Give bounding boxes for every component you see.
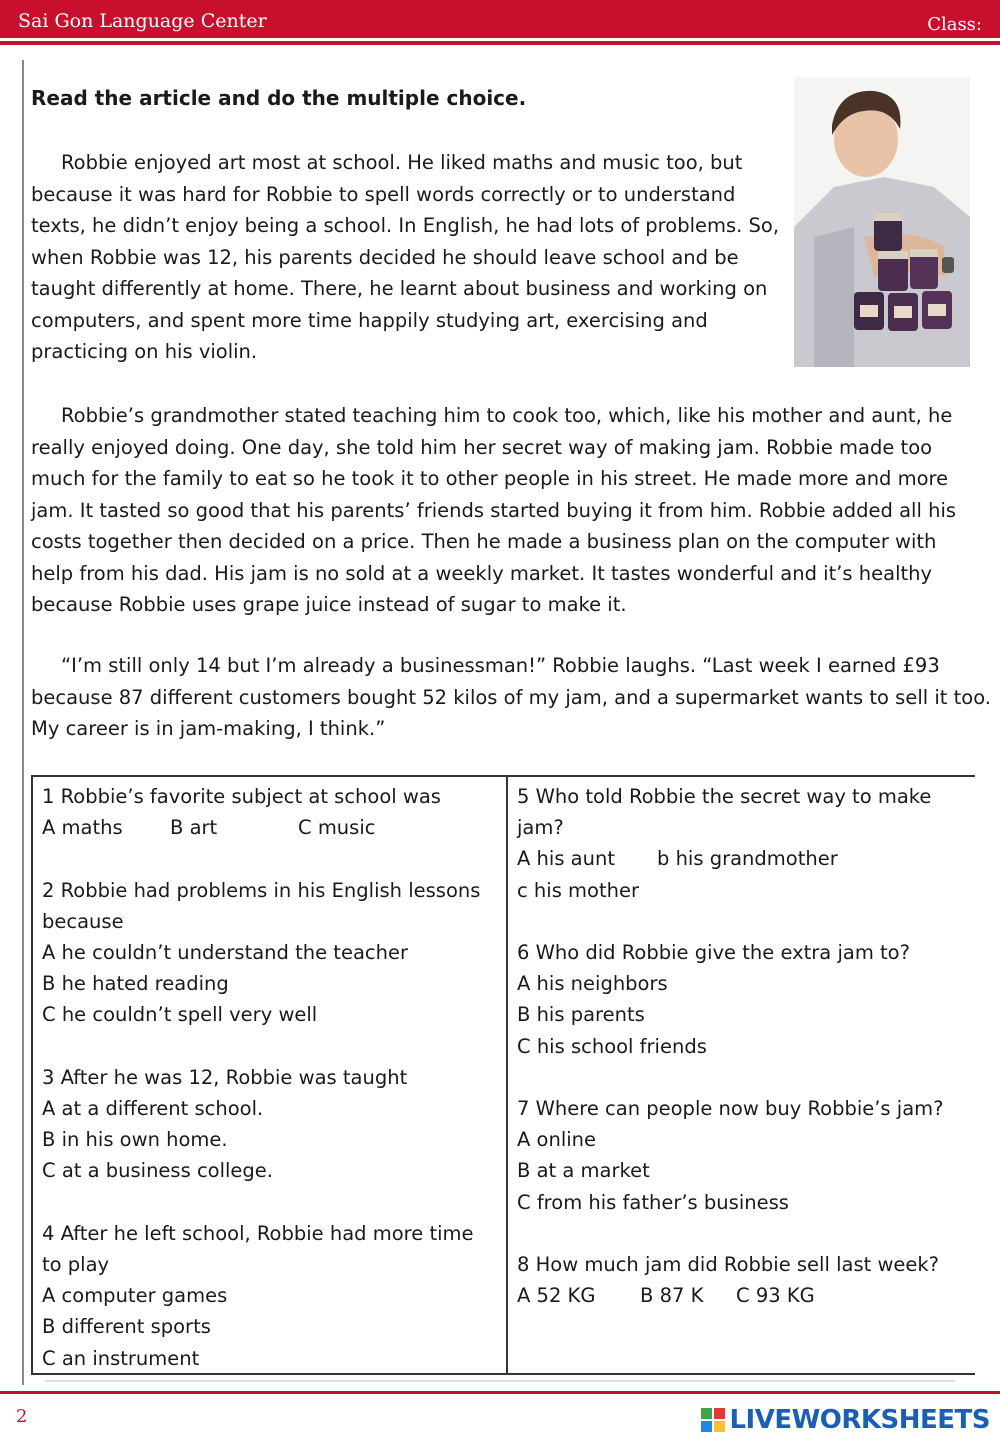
- option-a[interactable]: A he couldn’t understand the teacher: [42, 941, 408, 964]
- question-text: 2 Robbie had problems in his English lessons because: [42, 878, 481, 933]
- option-a[interactable]: A his neighbors: [517, 972, 668, 996]
- options-row: [517, 1280, 972, 1311]
- questions-table: [31, 775, 975, 1375]
- question-text: 5 Who told Robbie the secret way to make jam?: [517, 785, 932, 840]
- option-c[interactable]: C he couldn’t spell very well: [42, 1003, 318, 1027]
- footer-rule: [0, 1391, 1000, 1394]
- option-a[interactable]: A his aunt: [517, 847, 615, 871]
- photo-illustration: [794, 77, 970, 367]
- option-c[interactable]: C 93 KG: [736, 1284, 815, 1308]
- liveworksheets-logo: [701, 1405, 990, 1435]
- option-b[interactable]: B in his own home.: [42, 1128, 228, 1152]
- option-a[interactable]: A maths: [42, 816, 123, 840]
- class-label: Class:: [927, 14, 982, 35]
- footer-divider-light: [45, 1380, 955, 1382]
- question-text: 3 After he was 12, Robbie was taught: [42, 1065, 408, 1089]
- article-paragraph-3: “I’m still only 14 but I’m already a businessman!” Robbie laughs. “Last week I earned £93 because 87 different customers bought 52 kilos of my jam, and a supermarket wants to sell it too. My career is in jam-making, I think.”: [31, 654, 991, 740]
- question-text: 7 Where can people now buy Robbie’s jam?: [517, 1097, 944, 1120]
- header-bar: [0, 0, 1000, 38]
- option-b[interactable]: B 87 K: [640, 1284, 704, 1308]
- option-b[interactable]: b his grandmother: [657, 847, 838, 871]
- question-1: [42, 781, 497, 843]
- option-b[interactable]: B at a market: [517, 1159, 650, 1183]
- options-row: [517, 843, 972, 905]
- instruction-heading: Read the article and do the multiple choice.: [31, 86, 527, 110]
- option-c[interactable]: C music: [298, 816, 376, 840]
- question-8: [517, 1249, 972, 1311]
- question-text: 6 Who did Robbie give the extra jam to?: [517, 941, 910, 964]
- question-text: 1 Robbie’s favorite subject at school was: [42, 785, 441, 808]
- option-c[interactable]: C his school friends: [517, 1034, 707, 1058]
- question-text: 8 How much jam did Robbie sell last week?: [517, 1253, 940, 1276]
- page-number: 2: [16, 1406, 28, 1427]
- option-c[interactable]: C an instrument: [42, 1346, 200, 1370]
- option-b[interactable]: B art: [170, 816, 218, 840]
- option-a[interactable]: A online: [517, 1128, 597, 1152]
- school-name: Sai Gon Language Center: [18, 10, 267, 32]
- option-a[interactable]: A at a different school.: [42, 1097, 264, 1120]
- question-7: [517, 1093, 972, 1218]
- question-text: 4 After he left school, Robbie had more time to play: [42, 1221, 474, 1276]
- header-rule: [0, 41, 1000, 45]
- brand-grid-icon: [701, 1408, 725, 1432]
- option-b[interactable]: B different sports: [42, 1315, 211, 1339]
- article-paragraph-2: Robbie’s grandmother stated teaching him to cook too, which, like his mother and aunt, he really enjoyed doing. One day, she told him her secret way of making jam. Robbie made too much for the family to eat so he took it to other people in his street. He made more and more jam. It tasted so good that his parents’ friends started buying it from him. Robbie added all his costs together then decided on a price. Then he made a business plan on the computer with help from his dad. His jam is no sold at a weekly market. It tastes wonderful and it’s healthy because Robbie uses grape juice instead of sugar to make it.: [31, 404, 957, 616]
- column-divider: [506, 777, 508, 1373]
- brand-name: LIVEWORKSHEETS: [729, 1405, 990, 1435]
- option-b[interactable]: B his parents: [517, 1003, 645, 1027]
- questions-left-column: [42, 781, 497, 1405]
- option-a[interactable]: A 52 KG: [517, 1284, 596, 1308]
- option-a[interactable]: A computer games: [42, 1284, 228, 1308]
- question-6: [517, 937, 972, 1062]
- article-paragraph-1: Robbie enjoyed art most at school. He liked maths and music too, but because it was hard for Robbie to spell words correctly or to understand texts, he didn’t enjoy being a school. In English, he had lots of problems. So, when Robbie was 12, his parents decided he should leave school and be taught differently at home. There, he learnt about business and working on computers, and spent more time happily studying art, exercising and practicing on his violin.: [31, 151, 780, 363]
- option-b[interactable]: B he hated reading: [42, 972, 229, 996]
- question-3: [42, 1062, 497, 1187]
- question-2: [42, 875, 497, 1031]
- margin-rule: [22, 60, 24, 1385]
- question-5: [517, 781, 972, 906]
- option-c[interactable]: C from his father’s business: [517, 1190, 789, 1214]
- robbie-photo: [794, 77, 970, 367]
- option-c[interactable]: C at a business college.: [42, 1159, 274, 1183]
- questions-right-column: [517, 781, 972, 1343]
- options-row: [42, 812, 497, 843]
- option-c[interactable]: c his mother: [517, 878, 639, 902]
- question-4: [42, 1218, 497, 1374]
